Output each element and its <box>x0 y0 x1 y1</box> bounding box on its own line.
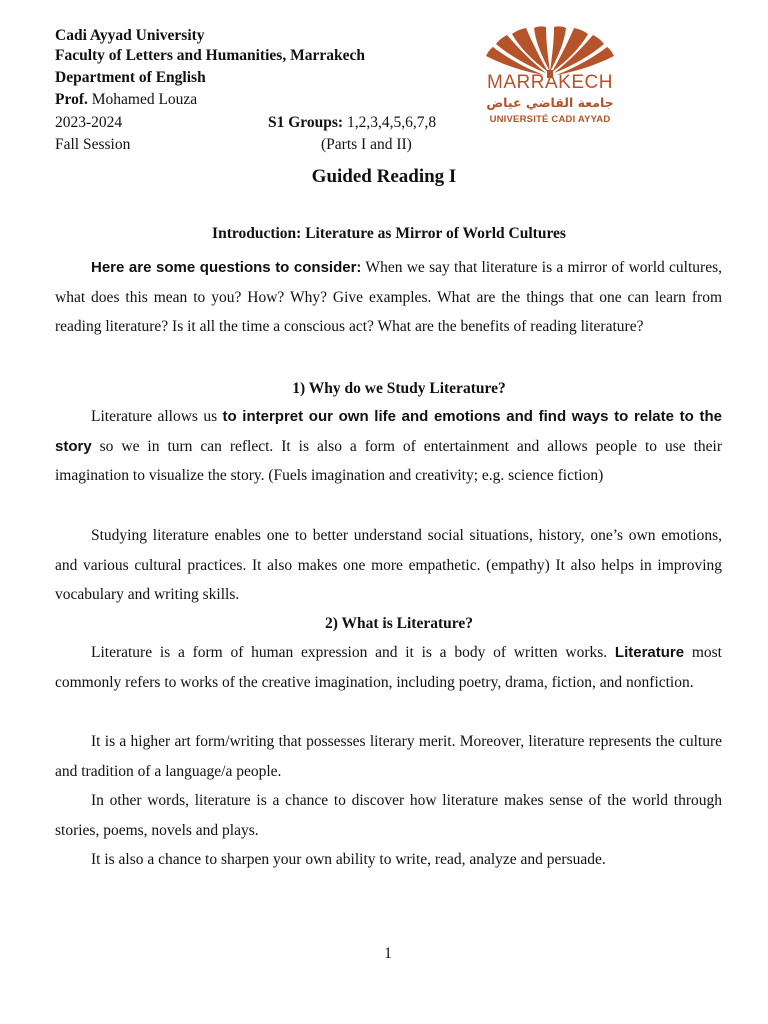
intro-text: When we say that literature is a mirror of world cultures, what does this mean to you? How? Why? Give examples. What are the things that one can learn from reading literature? Is it all the time a conscious act? What are the benefits of reading literature? <box>55 259 722 335</box>
professor-line <box>55 89 197 111</box>
groups-label: S1 Groups: <box>268 114 344 131</box>
session: Fall Session <box>55 136 131 153</box>
s2p1-pre: Literature is a form of human expression and it is a body of written works. <box>91 644 615 661</box>
section-1-heading: 1) Why do we Study Literature? <box>292 380 506 397</box>
section-1-paragraph-2: Studying literature enables one to better understand social situations, history, one’s own emotions, and various cultural practices. It also makes one more empathetic. (empathy) It also helps in improving vocabulary and writing skills. <box>55 527 722 603</box>
faculty-name: Faculty of Letters and Humanities, Marrakech <box>55 47 365 64</box>
page-number: 1 <box>384 945 392 962</box>
section-2-paragraph-2: It is a higher art form/writing that possesses literary merit. Moreover, literature represents the culture and tradition of a language/a people. <box>55 733 722 780</box>
s2p1-bold: Literature <box>614 644 685 661</box>
section-2-heading: 2) What is Literature? <box>325 615 473 632</box>
s1p1-pre: Literature allows us <box>91 408 223 425</box>
groups-value: 1,2,3,4,5,6,7,8 <box>343 114 437 131</box>
department-name: Department of English <box>55 69 206 86</box>
intro-heading: Introduction: Literature as Mirror of World Cultures <box>212 225 566 242</box>
section-2-paragraph-4: It is also a chance to sharpen your own ability to write, read, analyze and persuade. <box>91 851 606 868</box>
parts: (Parts I and II) <box>321 136 412 153</box>
s2p1-post: most commonly refers to works of the creative imagination, including poetry, drama, fiction, and nonfiction. <box>55 644 722 691</box>
logo-french: UNIVERSITÉ CADI AYYAD <box>489 114 611 125</box>
academic-year: 2023-2024 <box>55 114 123 131</box>
palm-emblem-icon <box>476 22 624 78</box>
groups-line <box>268 112 436 134</box>
section-2-paragraph-3: In other words, literature is a chance to discover how literature makes sense of the world through stories, poems, novels and plays. <box>55 792 722 839</box>
s1p1-bold: to interpret our own life and emotions and find ways to relate to the story <box>55 408 722 455</box>
intro-lead: Here are some questions to consider: <box>91 259 362 276</box>
prof-name: Mohamed Louza <box>87 91 198 108</box>
logo-city: MARRAKECH <box>487 72 613 93</box>
section-1-paragraph-1 <box>55 402 722 491</box>
intro-paragraph <box>55 253 722 342</box>
page-title: Guided Reading I <box>311 166 457 187</box>
logo-arabic: جامعة القاضي عياض <box>486 95 614 110</box>
university-logo <box>476 22 624 130</box>
prof-label: Prof. <box>55 91 88 108</box>
university-name: Cadi Ayyad University <box>55 27 205 44</box>
s1p1-post: so we in turn can reflect. It is also a form of entertainment and allows people to use their imagination to visualize the story. (Fuels imagination and creativity; e.g. science fiction) <box>55 437 722 484</box>
section-2-paragraph-1 <box>55 638 722 697</box>
